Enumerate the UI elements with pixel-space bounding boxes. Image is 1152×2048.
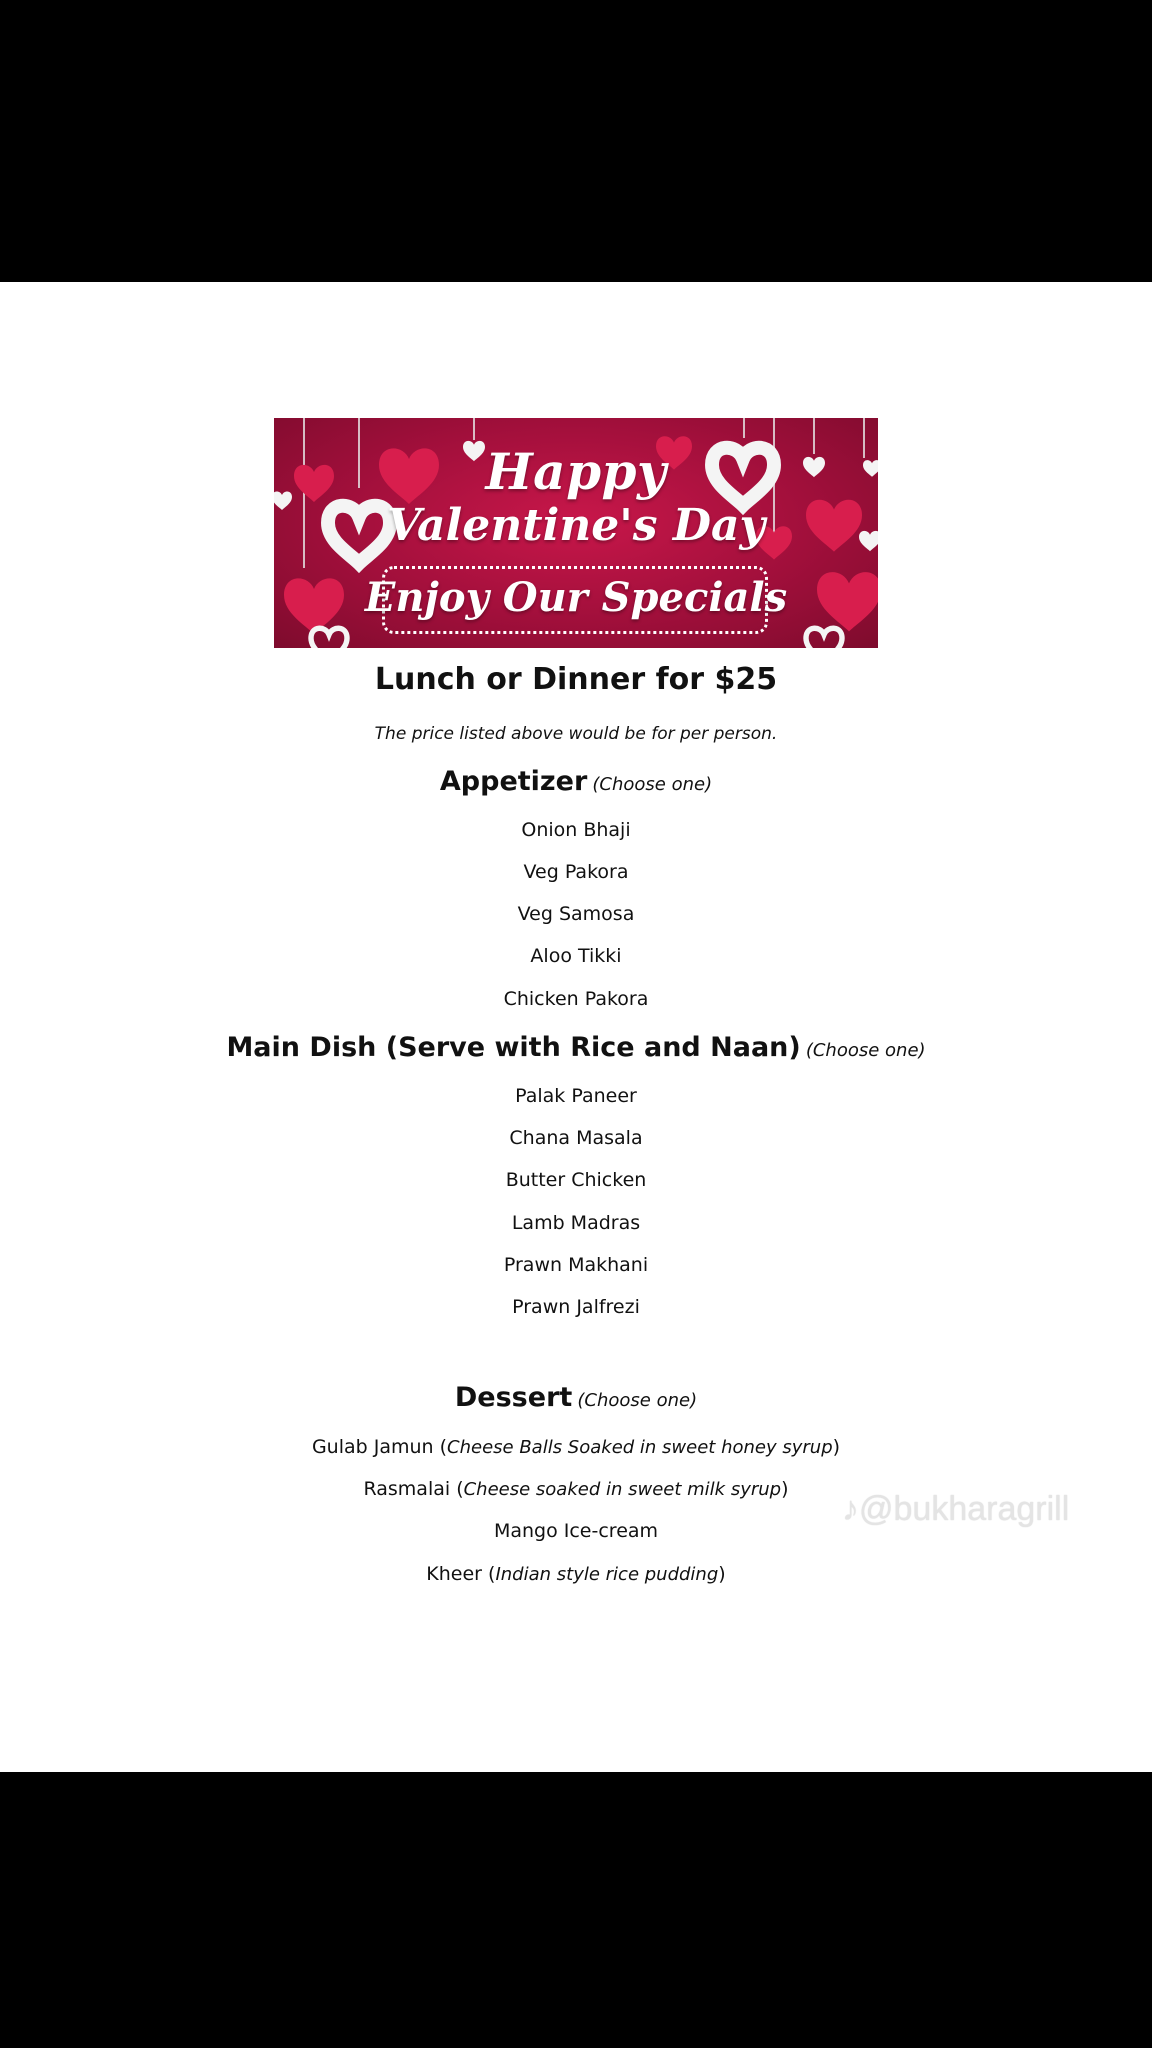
dessert-name: Kheer bbox=[426, 1563, 482, 1585]
dessert-name: Mango Ice-cream bbox=[493, 1520, 659, 1542]
dessert-item: Gulab Jamun (Cheese Balls Soaked in sweet honey syrup) bbox=[311, 1436, 841, 1458]
main-dish-item: Prawn Makhani bbox=[503, 1254, 649, 1276]
dessert-title: Dessert bbox=[454, 1382, 573, 1413]
appetizer-heading bbox=[0, 766, 1152, 797]
menu-title: Lunch or Dinner for $25 bbox=[374, 662, 778, 697]
main-dish-item: Palak Paneer bbox=[515, 1085, 637, 1107]
appetizer-choose: (Choose one) bbox=[592, 774, 713, 795]
banner-valentines-day: Valentine's Day bbox=[386, 500, 766, 551]
appetizer-item: Onion Bhaji bbox=[521, 819, 631, 841]
tiktok-watermark bbox=[842, 1490, 1069, 1529]
watermark-handle: @bukharagrill bbox=[859, 1490, 1070, 1528]
banner-happy: Happy bbox=[485, 442, 667, 501]
menu-page bbox=[0, 282, 1152, 1772]
appetizer-item: Aloo Tikki bbox=[530, 945, 622, 967]
main-dish-choose: (Choose one) bbox=[805, 1040, 926, 1061]
appetizer-item: Veg Pakora bbox=[523, 861, 629, 883]
dessert-desc: Cheese soaked in sweet milk syrup bbox=[463, 1479, 782, 1500]
appetizer-item: Chicken Pakora bbox=[503, 988, 649, 1010]
main-dish-title: Main Dish (Serve with Rice and Naan) bbox=[226, 1032, 801, 1063]
appetizer-item: Veg Samosa bbox=[517, 903, 635, 925]
dessert-name: Rasmalai bbox=[363, 1478, 451, 1500]
main-dish-item: Lamb Madras bbox=[511, 1212, 641, 1234]
dessert-item: Rasmalai (Cheese soaked in sweet milk syrup) bbox=[363, 1478, 789, 1500]
main-dish-heading bbox=[0, 1032, 1152, 1063]
appetizer-title: Appetizer bbox=[439, 766, 588, 797]
tiktok-icon: ♪ bbox=[842, 1490, 859, 1528]
dessert-desc: Indian style rice pudding bbox=[495, 1564, 719, 1585]
main-dish-item: Butter Chicken bbox=[505, 1169, 647, 1191]
dessert-desc: Cheese Balls Soaked in sweet honey syrup bbox=[447, 1437, 833, 1458]
price-note: The price listed above would be for per person. bbox=[374, 724, 778, 744]
main-dish-item: Chana Masala bbox=[509, 1127, 643, 1149]
main-dish-item: Prawn Jalfrezi bbox=[512, 1296, 640, 1318]
dessert-heading bbox=[0, 1382, 1152, 1413]
dessert-choose: (Choose one) bbox=[577, 1390, 698, 1411]
dessert-name: Gulab Jamun bbox=[311, 1436, 434, 1458]
banner-enjoy-specials: Enjoy Our Specials bbox=[364, 574, 788, 621]
valentines-banner bbox=[274, 418, 878, 648]
dessert-item: Kheer (Indian style rice pudding) bbox=[426, 1563, 726, 1585]
